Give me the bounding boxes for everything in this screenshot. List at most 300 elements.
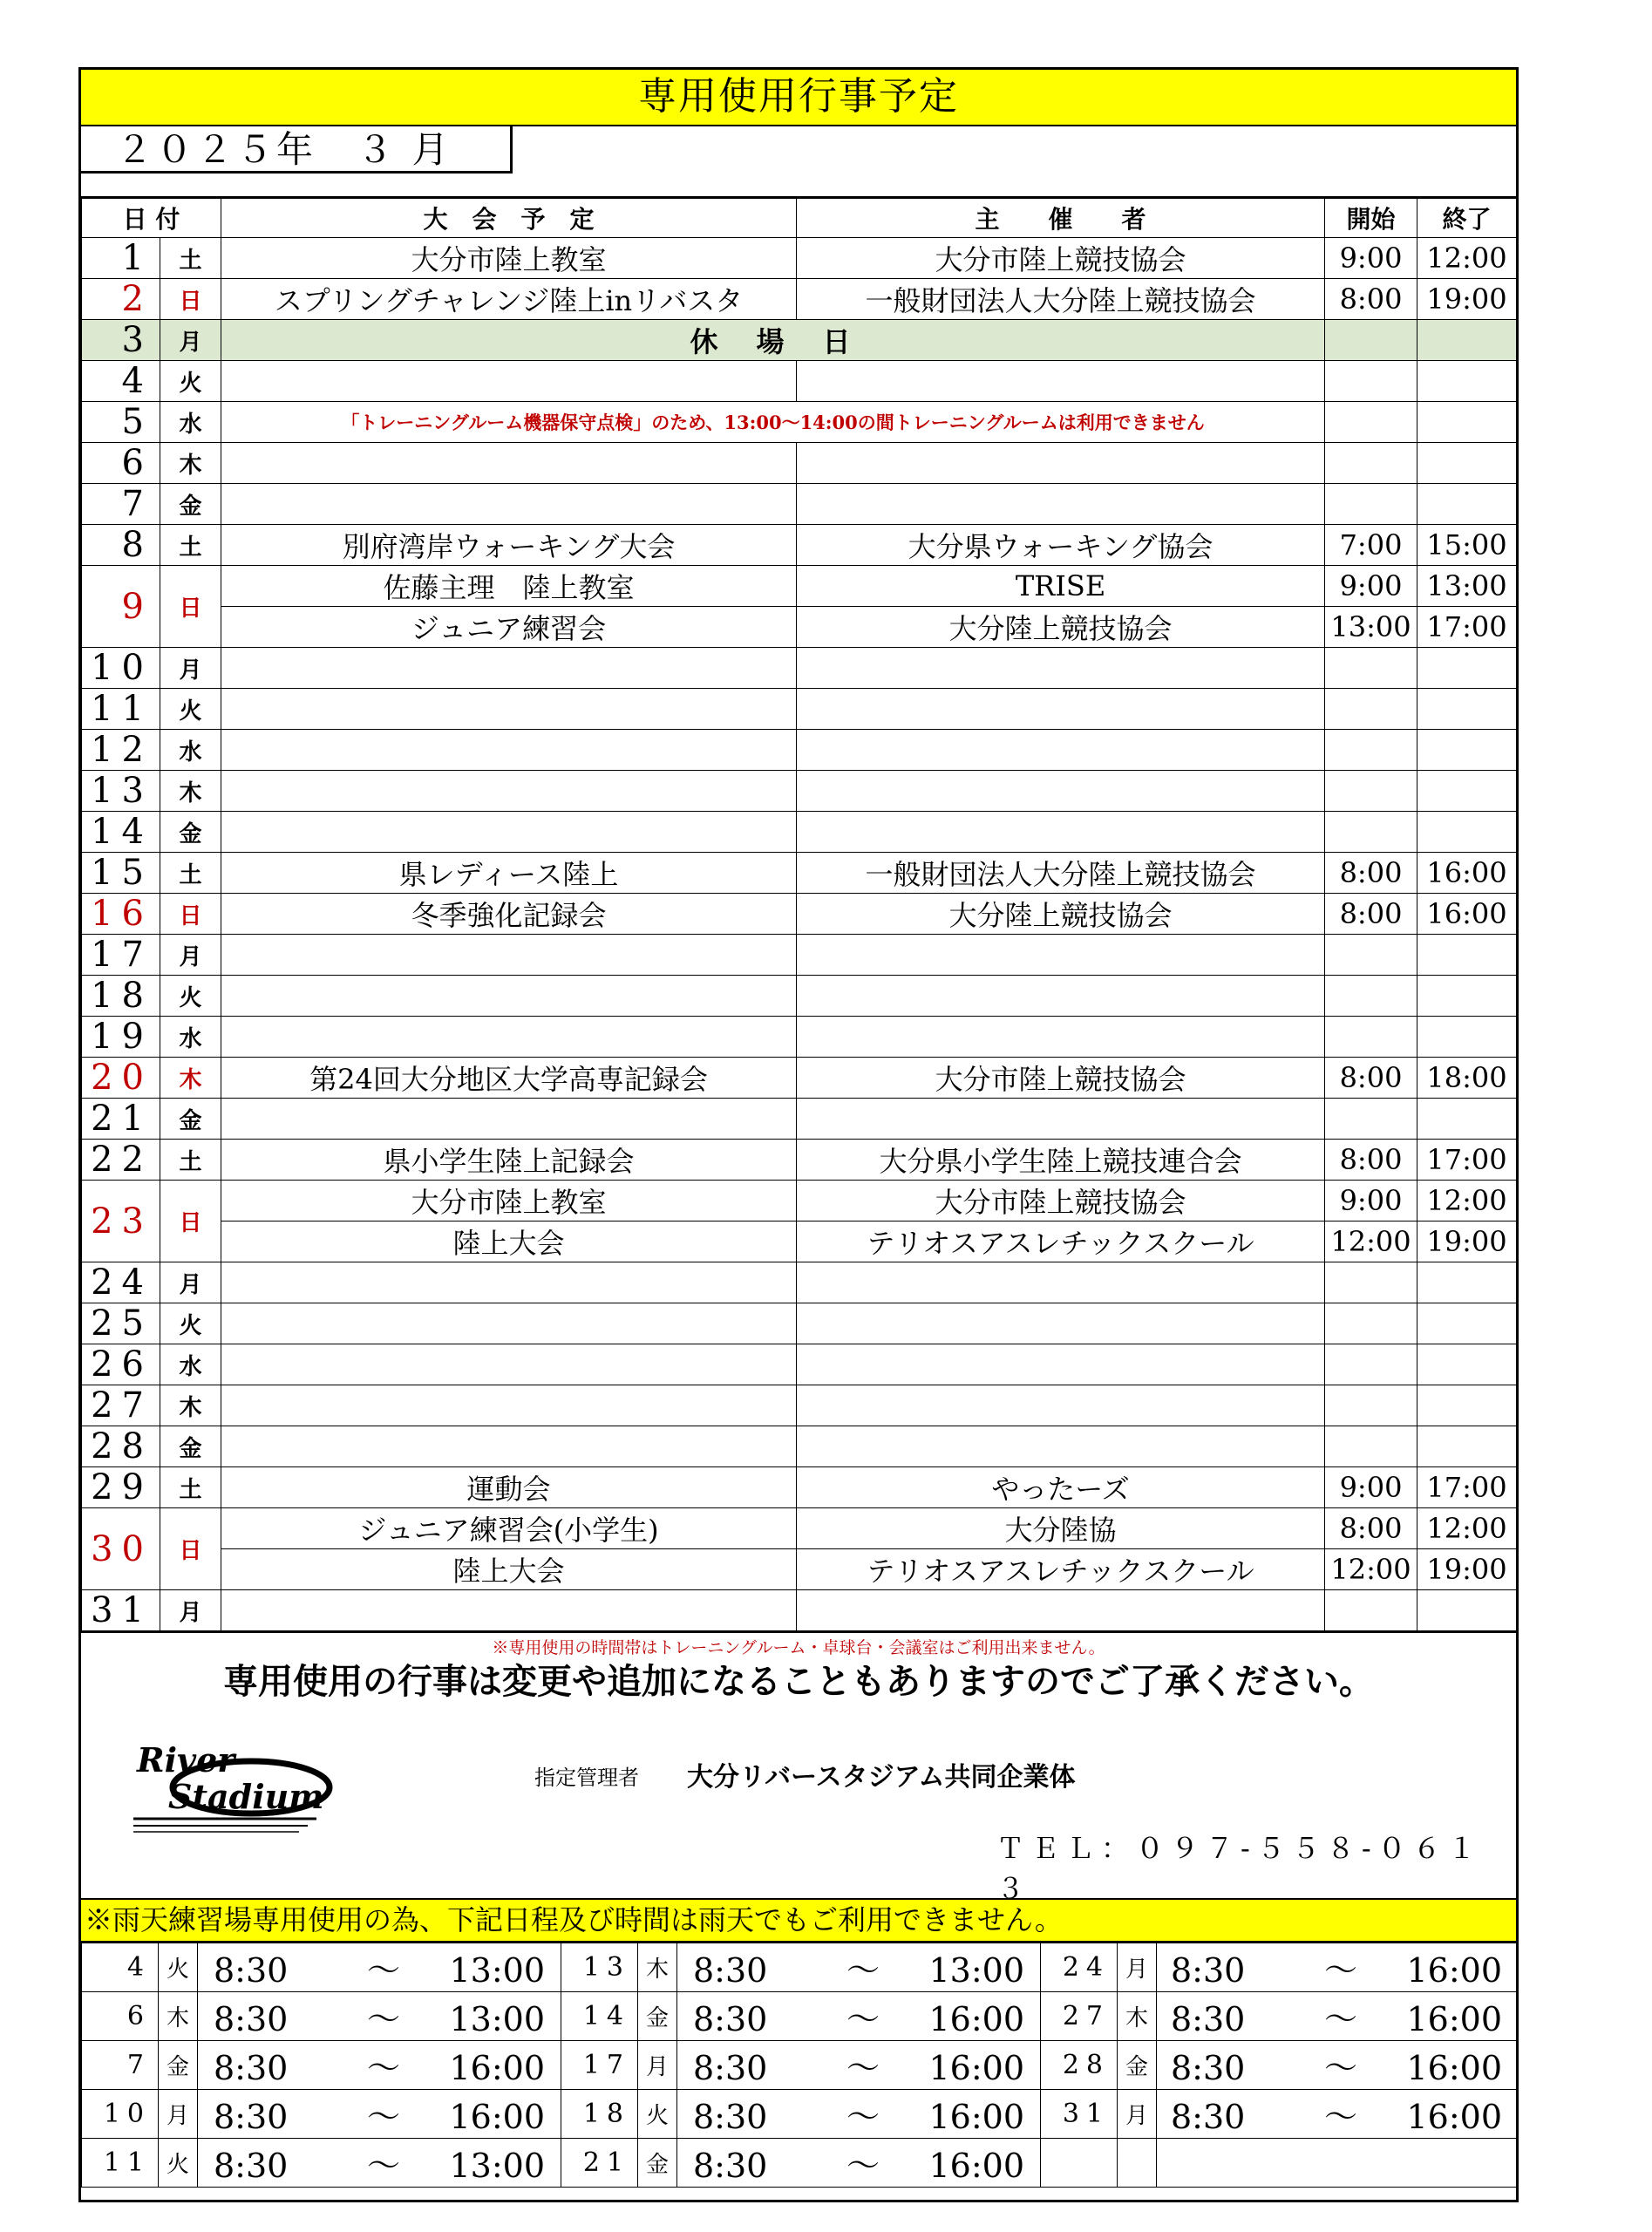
rain-start-time: 8:30 bbox=[693, 2147, 768, 2185]
organizer: テリオスアスレチックスクール bbox=[797, 1549, 1325, 1590]
day-number: 9 bbox=[82, 566, 160, 648]
rain-dow: 金 bbox=[638, 2139, 677, 2188]
day-of-week: 金 bbox=[160, 1099, 221, 1140]
organizer bbox=[797, 771, 1325, 812]
rain-tilde: ～ bbox=[366, 1951, 400, 1990]
rain-row bbox=[82, 1992, 1517, 2041]
day-number: 18 bbox=[82, 976, 160, 1017]
event-name: スプリングチャレンジ陸上inリバスタ bbox=[221, 279, 797, 320]
event-name bbox=[221, 730, 797, 771]
end-time: 19:00 bbox=[1417, 1549, 1517, 1590]
rain-end-time: 16:00 bbox=[449, 2049, 545, 2087]
rain-time-range bbox=[677, 2041, 1041, 2090]
day-number: 12 bbox=[82, 730, 160, 771]
schedule-row bbox=[82, 812, 1517, 853]
day-of-week: 月 bbox=[160, 935, 221, 976]
start-time bbox=[1325, 730, 1417, 771]
end-time bbox=[1417, 402, 1517, 443]
end-time bbox=[1417, 1017, 1517, 1058]
day-number: 6 bbox=[82, 443, 160, 484]
manager-label: 指定管理者 bbox=[534, 1766, 639, 1790]
event-name bbox=[221, 771, 797, 812]
day-of-week: 火 bbox=[160, 689, 221, 730]
rain-dow: 月 bbox=[1118, 2090, 1157, 2139]
event-name: 冬季強化記録会 bbox=[221, 894, 797, 935]
end-time: 15:00 bbox=[1417, 525, 1517, 566]
rain-start-time: 8:30 bbox=[1171, 2098, 1246, 2136]
rain-start-time: 8:30 bbox=[214, 2147, 289, 2185]
day-of-week: 月 bbox=[160, 1262, 221, 1303]
start-time bbox=[1325, 1590, 1417, 1631]
schedule-row bbox=[82, 1058, 1517, 1099]
end-time bbox=[1417, 1303, 1517, 1344]
start-time bbox=[1325, 935, 1417, 976]
page-title: 専用使用行事予定 bbox=[81, 70, 1516, 126]
day-number: 19 bbox=[82, 1017, 160, 1058]
rain-start-time: 8:30 bbox=[214, 2098, 289, 2136]
day-of-week: 月 bbox=[160, 1590, 221, 1631]
header-organizer: 主 催 者 bbox=[797, 199, 1325, 238]
event-name bbox=[221, 1590, 797, 1631]
rain-time-range bbox=[198, 2090, 561, 2139]
day-of-week: 水 bbox=[160, 1017, 221, 1058]
start-time bbox=[1325, 484, 1417, 525]
rain-time-range bbox=[677, 2090, 1041, 2139]
rain-day: 7 bbox=[82, 2041, 159, 2090]
organizer bbox=[797, 812, 1325, 853]
organizer bbox=[797, 689, 1325, 730]
rain-tilde: ～ bbox=[846, 2147, 880, 2185]
day-of-week: 木 bbox=[160, 1385, 221, 1426]
start-time bbox=[1325, 1344, 1417, 1385]
end-time bbox=[1417, 361, 1517, 402]
organizer bbox=[797, 935, 1325, 976]
schedule-sheet bbox=[78, 67, 1519, 2202]
rain-row bbox=[82, 2041, 1517, 2090]
start-time: 9:00 bbox=[1325, 1467, 1417, 1508]
rain-end-time: 13:00 bbox=[449, 2147, 545, 2185]
event-name: 県小学生陸上記録会 bbox=[221, 1140, 797, 1181]
rain-tilde: ～ bbox=[366, 2147, 400, 2185]
rain-start-time: 8:30 bbox=[693, 2098, 768, 2136]
end-time bbox=[1417, 1385, 1517, 1426]
rain-end-time: 16:00 bbox=[928, 2000, 1024, 2038]
rain-day: 13 bbox=[561, 1943, 638, 1992]
event-name bbox=[221, 443, 797, 484]
schedule-row bbox=[82, 566, 1517, 607]
river-stadium-logo bbox=[133, 1733, 334, 1838]
end-time bbox=[1417, 1099, 1517, 1140]
day-of-week: 金 bbox=[160, 484, 221, 525]
day-of-week: 火 bbox=[160, 976, 221, 1017]
end-time bbox=[1417, 1590, 1517, 1631]
day-of-week: 水 bbox=[160, 730, 221, 771]
day-of-week: 日 bbox=[160, 1181, 221, 1262]
rain-day: 27 bbox=[1041, 1992, 1118, 2041]
end-time: 16:00 bbox=[1417, 894, 1517, 935]
day-of-week: 木 bbox=[160, 443, 221, 484]
rain-tilde: ～ bbox=[846, 2000, 880, 2038]
rain-day: 31 bbox=[1041, 2090, 1118, 2139]
start-time bbox=[1325, 320, 1417, 361]
rain-day: 4 bbox=[82, 1943, 159, 1992]
rain-dow: 木 bbox=[159, 1992, 198, 2041]
start-time bbox=[1325, 1426, 1417, 1467]
rain-end-time: 13:00 bbox=[449, 2000, 545, 2038]
start-time: 9:00 bbox=[1325, 566, 1417, 607]
organizer: 大分市陸上競技協会 bbox=[797, 1058, 1325, 1099]
event-name: ジュニア練習会 bbox=[221, 607, 797, 648]
rain-time-range bbox=[198, 1943, 561, 1992]
schedule-row bbox=[82, 648, 1517, 689]
schedule-row bbox=[82, 1017, 1517, 1058]
rain-start-time: 8:30 bbox=[693, 2049, 768, 2087]
rain-tilde: ～ bbox=[366, 2000, 400, 2038]
day-of-week: 土 bbox=[160, 853, 221, 894]
rain-start-time: 8:30 bbox=[214, 2049, 289, 2087]
rain-time-range bbox=[1157, 2090, 1517, 2139]
rain-end-time: 16:00 bbox=[928, 2147, 1024, 2185]
event-name: 運動会 bbox=[221, 1467, 797, 1508]
start-time: 12:00 bbox=[1325, 1549, 1417, 1590]
end-time bbox=[1417, 484, 1517, 525]
closed-day-label: 休 場 日 bbox=[221, 320, 1325, 361]
event-name bbox=[221, 812, 797, 853]
day-number: 25 bbox=[82, 1303, 160, 1344]
event-name: 陸上大会 bbox=[221, 1221, 797, 1262]
day-number: 8 bbox=[82, 525, 160, 566]
day-of-week: 水 bbox=[160, 1344, 221, 1385]
day-number: 22 bbox=[82, 1140, 160, 1181]
rain-start-time: 8:30 bbox=[1171, 2000, 1246, 2038]
day-number: 14 bbox=[82, 812, 160, 853]
rain-tilde: ～ bbox=[366, 2098, 400, 2136]
rain-time-range bbox=[198, 1992, 561, 2041]
manager-name: 大分リバースタジアム共同企業体 bbox=[687, 1762, 1076, 1793]
rain-tilde: ～ bbox=[846, 1951, 880, 1990]
header-date: 日 付 bbox=[82, 199, 221, 238]
schedule-subrow bbox=[82, 607, 1517, 648]
rain-time-range bbox=[1157, 2041, 1517, 2090]
schedule-row bbox=[82, 1344, 1517, 1385]
logo-text-stadium: Stadium bbox=[168, 1777, 324, 1816]
schedule-row bbox=[82, 484, 1517, 525]
rain-dow: 月 bbox=[1118, 1943, 1157, 1992]
organizer bbox=[797, 1426, 1325, 1467]
rain-row bbox=[82, 2090, 1517, 2139]
rain-dow: 火 bbox=[638, 2090, 677, 2139]
end-time bbox=[1417, 935, 1517, 976]
footer-note: ※専用使用の時間帯はトレーニングルーム・卓球台・会議室はご利用出来ません。 bbox=[492, 1638, 1105, 1657]
event-name: 別府湾岸ウォーキング大会 bbox=[221, 525, 797, 566]
rain-tilde: ～ bbox=[1323, 2000, 1357, 2038]
day-of-week: 日 bbox=[160, 894, 221, 935]
end-time: 17:00 bbox=[1417, 1140, 1517, 1181]
rain-dow: 火 bbox=[159, 2139, 198, 2188]
event-name bbox=[221, 484, 797, 525]
rain-tilde: ～ bbox=[846, 2098, 880, 2136]
start-time bbox=[1325, 976, 1417, 1017]
day-of-week: 金 bbox=[160, 812, 221, 853]
schedule-row bbox=[82, 894, 1517, 935]
rain-end-time: 16:00 bbox=[928, 2098, 1024, 2136]
start-time bbox=[1325, 648, 1417, 689]
rain-tilde: ～ bbox=[366, 2049, 400, 2087]
footer bbox=[81, 1631, 1516, 1905]
rain-time-range bbox=[677, 1992, 1041, 2041]
schedule-row bbox=[82, 1140, 1517, 1181]
organizer bbox=[797, 1385, 1325, 1426]
rain-dow: 金 bbox=[159, 2041, 198, 2090]
rain-day: 18 bbox=[561, 2090, 638, 2139]
rain-start-time: 8:30 bbox=[214, 1951, 289, 1990]
start-time bbox=[1325, 1385, 1417, 1426]
event-name: 第24回大分地区大学高専記録会 bbox=[221, 1058, 797, 1099]
day-number: 7 bbox=[82, 484, 160, 525]
end-time: 19:00 bbox=[1417, 279, 1517, 320]
organizer: 大分陸上競技協会 bbox=[797, 894, 1325, 935]
schedule-row bbox=[82, 689, 1517, 730]
organizer: 大分陸上競技協会 bbox=[797, 607, 1325, 648]
day-number: 21 bbox=[82, 1099, 160, 1140]
event-name bbox=[221, 1385, 797, 1426]
rain-end-time: 13:00 bbox=[928, 1951, 1024, 1990]
rain-tilde: ～ bbox=[846, 2049, 880, 2087]
event-name: ジュニア練習会(小学生) bbox=[221, 1508, 797, 1549]
rain-time-range bbox=[1157, 2139, 1517, 2188]
organizer bbox=[797, 1099, 1325, 1140]
schedule-row bbox=[82, 1590, 1517, 1631]
rain-schedule-table bbox=[81, 1943, 1517, 2188]
end-time: 12:00 bbox=[1417, 1181, 1517, 1221]
organizer bbox=[797, 484, 1325, 525]
rain-notice: ※雨天練習場専用使用の為、下記日程及び時間は雨天でもご利用できません。 bbox=[81, 1898, 1516, 1943]
start-time bbox=[1325, 771, 1417, 812]
end-time bbox=[1417, 1344, 1517, 1385]
event-name bbox=[221, 1262, 797, 1303]
day-of-week: 日 bbox=[160, 566, 221, 648]
schedule-row bbox=[82, 853, 1517, 894]
header-event: 大 会 予 定 bbox=[221, 199, 797, 238]
rain-end-time: 16:00 bbox=[449, 2098, 545, 2136]
organizer bbox=[797, 1303, 1325, 1344]
rain-day: 10 bbox=[82, 2090, 159, 2139]
rain-day bbox=[1041, 2139, 1118, 2188]
event-name bbox=[221, 689, 797, 730]
schedule-row bbox=[82, 525, 1517, 566]
end-time bbox=[1417, 976, 1517, 1017]
event-name bbox=[221, 361, 797, 402]
rain-end-time: 16:00 bbox=[1406, 2000, 1502, 2038]
day-number: 28 bbox=[82, 1426, 160, 1467]
day-number: 11 bbox=[82, 689, 160, 730]
start-time bbox=[1325, 689, 1417, 730]
schedule-row bbox=[82, 1181, 1517, 1221]
maintenance-notice: 「トレーニングルーム機器保守点検」のため、13:00～14:00の間トレーニングルームは利用できません bbox=[221, 402, 1325, 443]
day-number: 24 bbox=[82, 1262, 160, 1303]
event-name bbox=[221, 648, 797, 689]
day-number: 5 bbox=[82, 402, 160, 443]
day-of-week: 日 bbox=[160, 1508, 221, 1590]
day-of-week: 月 bbox=[160, 648, 221, 689]
start-time: 13:00 bbox=[1325, 607, 1417, 648]
day-of-week: 土 bbox=[160, 238, 221, 279]
organizer bbox=[797, 443, 1325, 484]
schedule-subrow bbox=[82, 1221, 1517, 1262]
schedule-row bbox=[82, 976, 1517, 1017]
day-of-week: 木 bbox=[160, 771, 221, 812]
header-end: 終了 bbox=[1417, 199, 1517, 238]
rain-time-range bbox=[198, 2139, 561, 2188]
schedule-row bbox=[82, 771, 1517, 812]
schedule-row bbox=[82, 1385, 1517, 1426]
event-name: 佐藤主理 陸上教室 bbox=[221, 566, 797, 607]
rain-tilde: ～ bbox=[1323, 1951, 1357, 1990]
organizer: テリオスアスレチックスクール bbox=[797, 1221, 1325, 1262]
start-time: 8:00 bbox=[1325, 1058, 1417, 1099]
rain-day: 24 bbox=[1041, 1943, 1118, 1992]
start-time: 9:00 bbox=[1325, 1181, 1417, 1221]
day-number: 23 bbox=[82, 1181, 160, 1262]
schedule-row bbox=[82, 402, 1517, 443]
table-header-row bbox=[82, 199, 1517, 238]
day-number: 4 bbox=[82, 361, 160, 402]
organizer: 大分市陸上競技協会 bbox=[797, 238, 1325, 279]
rain-dow: 月 bbox=[638, 2041, 677, 2090]
rain-time-range bbox=[1157, 1992, 1517, 2041]
day-of-week: 火 bbox=[160, 361, 221, 402]
start-time: 8:00 bbox=[1325, 1140, 1417, 1181]
event-name: 大分市陸上教室 bbox=[221, 1181, 797, 1221]
organizer bbox=[797, 1017, 1325, 1058]
rain-time-range bbox=[198, 2041, 561, 2090]
rain-dow: 木 bbox=[638, 1943, 677, 1992]
end-time: 17:00 bbox=[1417, 1467, 1517, 1508]
start-time bbox=[1325, 1303, 1417, 1344]
end-time bbox=[1417, 1426, 1517, 1467]
start-time: 8:00 bbox=[1325, 894, 1417, 935]
end-time: 12:00 bbox=[1417, 1508, 1517, 1549]
rain-row bbox=[82, 2139, 1517, 2188]
event-name bbox=[221, 935, 797, 976]
start-time: 7:00 bbox=[1325, 525, 1417, 566]
end-time: 17:00 bbox=[1417, 607, 1517, 648]
organizer: 大分県ウォーキング協会 bbox=[797, 525, 1325, 566]
start-time: 8:00 bbox=[1325, 279, 1417, 320]
day-number: 13 bbox=[82, 771, 160, 812]
rain-start-time: 8:30 bbox=[1171, 2049, 1246, 2087]
footer-main-notice: 専用使用の行事は変更や追加になることもありますのでご了承ください。 bbox=[223, 1662, 1374, 1702]
rain-time-range bbox=[1157, 1943, 1517, 1992]
schedule-row bbox=[82, 1262, 1517, 1303]
day-number: 26 bbox=[82, 1344, 160, 1385]
schedule-subrow bbox=[82, 1549, 1517, 1590]
start-time: 8:00 bbox=[1325, 853, 1417, 894]
start-time bbox=[1325, 1262, 1417, 1303]
event-name: 陸上大会 bbox=[221, 1549, 797, 1590]
organizer bbox=[797, 1590, 1325, 1631]
day-number: 27 bbox=[82, 1385, 160, 1426]
event-schedule-table bbox=[81, 198, 1517, 1631]
event-name: 県レディース陸上 bbox=[221, 853, 797, 894]
organizer bbox=[797, 1344, 1325, 1385]
end-time bbox=[1417, 812, 1517, 853]
start-time bbox=[1325, 1099, 1417, 1140]
rain-tilde: ～ bbox=[1323, 2098, 1357, 2136]
rain-day: 6 bbox=[82, 1992, 159, 2041]
day-of-week: 土 bbox=[160, 525, 221, 566]
rain-tilde: ～ bbox=[1323, 2049, 1357, 2087]
end-time: 19:00 bbox=[1417, 1221, 1517, 1262]
rain-dow bbox=[1118, 2139, 1157, 2188]
end-time bbox=[1417, 730, 1517, 771]
event-name: 大分市陸上教室 bbox=[221, 238, 797, 279]
day-number: 2 bbox=[82, 279, 160, 320]
schedule-row bbox=[82, 1099, 1517, 1140]
end-time: 12:00 bbox=[1417, 238, 1517, 279]
start-time bbox=[1325, 443, 1417, 484]
rain-end-time: 16:00 bbox=[1406, 2049, 1502, 2087]
rain-day: 28 bbox=[1041, 2041, 1118, 2090]
start-time bbox=[1325, 361, 1417, 402]
organizer: 一般財団法人大分陸上競技協会 bbox=[797, 853, 1325, 894]
organizer bbox=[797, 361, 1325, 402]
day-of-week: 日 bbox=[160, 279, 221, 320]
end-time bbox=[1417, 771, 1517, 812]
organizer bbox=[797, 976, 1325, 1017]
schedule-row bbox=[82, 1508, 1517, 1549]
organizer: 大分市陸上競技協会 bbox=[797, 1181, 1325, 1221]
organizer: やったーズ bbox=[797, 1467, 1325, 1508]
day-of-week: 土 bbox=[160, 1140, 221, 1181]
day-number: 20 bbox=[82, 1058, 160, 1099]
event-name bbox=[221, 1303, 797, 1344]
schedule-row bbox=[82, 279, 1517, 320]
organizer: 一般財団法人大分陸上競技協会 bbox=[797, 279, 1325, 320]
rain-start-time: 8:30 bbox=[214, 2000, 289, 2038]
rain-dow: 月 bbox=[159, 2090, 198, 2139]
end-time bbox=[1417, 648, 1517, 689]
organizer: 大分陸協 bbox=[797, 1508, 1325, 1549]
rain-day: 14 bbox=[561, 1992, 638, 2041]
schedule-row bbox=[82, 1426, 1517, 1467]
header-start: 開始 bbox=[1325, 199, 1417, 238]
start-time bbox=[1325, 812, 1417, 853]
rain-start-time: 8:30 bbox=[693, 2000, 768, 2038]
schedule-row bbox=[82, 361, 1517, 402]
rain-row bbox=[82, 1943, 1517, 1992]
event-name bbox=[221, 1017, 797, 1058]
day-of-week: 金 bbox=[160, 1426, 221, 1467]
end-time: 16:00 bbox=[1417, 853, 1517, 894]
rain-time-range bbox=[677, 2139, 1041, 2188]
schedule-row bbox=[82, 935, 1517, 976]
organizer: TRISE bbox=[797, 566, 1325, 607]
day-number: 31 bbox=[82, 1590, 160, 1631]
end-time bbox=[1417, 443, 1517, 484]
schedule-row bbox=[82, 443, 1517, 484]
schedule-row bbox=[82, 238, 1517, 279]
schedule-row bbox=[82, 320, 1517, 361]
event-name bbox=[221, 1426, 797, 1467]
rain-day: 11 bbox=[82, 2139, 159, 2188]
day-of-week: 月 bbox=[160, 320, 221, 361]
organizer bbox=[797, 730, 1325, 771]
rain-time-range bbox=[677, 1943, 1041, 1992]
day-number: 10 bbox=[82, 648, 160, 689]
rain-day: 17 bbox=[561, 2041, 638, 2090]
organizer: 大分県小学生陸上競技連合会 bbox=[797, 1140, 1325, 1181]
